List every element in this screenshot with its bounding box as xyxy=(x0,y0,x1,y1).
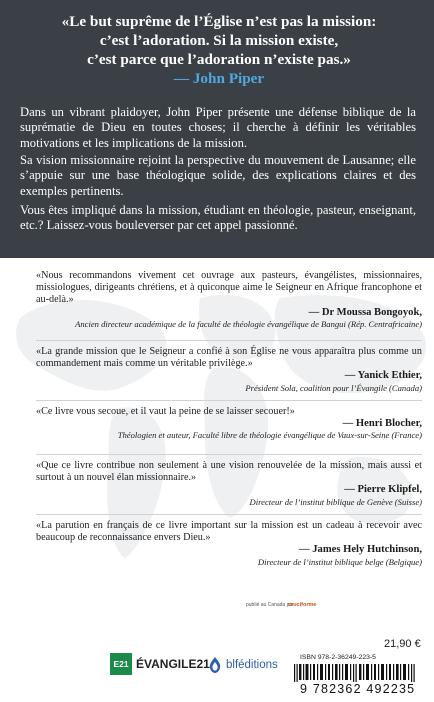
evangile21-logo xyxy=(110,653,210,675)
price: 21,90 € xyxy=(384,638,421,650)
endorsement-name: — Yanick Ethier, xyxy=(344,370,422,382)
e21-mark: E21 xyxy=(110,653,132,675)
divider xyxy=(36,454,422,455)
endorsement-text: «Nous recommandons vivement cet ouvrage aux pasteurs, évangélistes, missionnaires, missiologues, dirigeants chrétiens, et à quiconque aime le Seigneur en Afrique francophone et au-delà.» xyxy=(36,270,422,306)
divider xyxy=(36,514,422,515)
publisher-note: publié au Canada par xyxy=(246,602,294,608)
endorsement-blocher xyxy=(36,406,422,441)
lead-paragraph-3: Vous êtes impliqué dans la mission, étudiant en théologie, pasteur, enseignant, etc.? Laissez-vous bouleverser par cet appel passionné. xyxy=(20,203,416,233)
endorsement-text: «Que ce livre contribue non seulement à une vision renouvelée de la mission, mais aussi et surtout à un nouvel élan missionnaire.» xyxy=(36,460,422,484)
endorsement-text: «La grande mission que le Seigneur a confié à son Église ne vous apparaîtra plus comme un commandement mais comme un véritable privilège.» xyxy=(36,346,422,370)
quote-line-2: c’est l’adoration. Si la mission existe, xyxy=(99,32,339,49)
lead-paragraph-1: Dans un vibrant plaidoyer, John Piper présente une défense biblique de la suprématie de Dieu en toutes choses; il cherche à définir les véritables motivations et les implications de la mission. xyxy=(20,105,416,150)
endorsement-name: — Dr Moussa Bongoyok, xyxy=(308,306,422,318)
endorsement-klipfel xyxy=(36,460,422,507)
endorsement-role: Directeur de l’institut biblique belge (Belgique) xyxy=(257,556,422,567)
quote-line-1: «Le but suprême de l’Église n’est pas la mission: xyxy=(61,13,377,30)
endorsement-name: — Pierre Klipfel, xyxy=(344,484,422,496)
divider xyxy=(36,340,422,341)
endorsement-name: — Henri Blocher, xyxy=(342,418,422,430)
endorsement-role: Directeur de l’institut biblique de Genève (Suisse) xyxy=(249,496,422,507)
quote-line-3: c’est parce que l’adoration n’existe pas.» xyxy=(87,51,351,68)
endorsement-text: «Ce livre vous secoue, et il vaut la peine de se laisser secouer!» xyxy=(36,406,295,417)
endorsement-text: «La parution en français de ce livre important sur la mission est un cadeau à recevoir avec beaucoup de reconnaissance envers Dieu.» xyxy=(36,520,422,544)
endorsement-hutchinson xyxy=(36,520,422,567)
endorsement-role: Ancien directeur académique de la faculté de théologie évangélique de Bangui (Rép. Centrafricaine) xyxy=(75,318,422,329)
quote-author: — John Piper xyxy=(173,70,265,87)
divider xyxy=(36,400,422,401)
endorsements-area xyxy=(0,258,434,702)
endorsement-bongoyok xyxy=(36,270,422,329)
blf-flame-icon xyxy=(208,656,222,674)
endorsement-ethier xyxy=(36,346,422,393)
endorsement-role: Théologien et auteur, Faculté libre de théologie évangélique de Vaux-sur-Seine (France) xyxy=(117,430,422,441)
endorsement-name: — James Hely Hutchinson, xyxy=(298,544,422,556)
headline-quote xyxy=(20,12,418,88)
endorsement-role: Président Sola, coalition pour l’Évangile (Canada) xyxy=(245,382,422,393)
blf-wordmark: blféditions xyxy=(226,659,278,671)
e21-wordmark: ÉVANGILE21 xyxy=(136,657,210,671)
isbn: ISBN 978-2-36249-223-5 xyxy=(300,654,376,661)
cruciforme-logo: cruciforme xyxy=(288,602,317,608)
barcode-digits: 9 782362 492235 xyxy=(300,682,416,696)
blf-editions-logo xyxy=(208,655,278,675)
lead-paragraph-2: Sa vision missionnaire rejoint la perspective du mouvement de Lausanne; elle s’appuie sur une base théologique solide, des explications claires et des exemples pertinents. xyxy=(20,153,416,198)
dark-header-band xyxy=(0,0,434,258)
